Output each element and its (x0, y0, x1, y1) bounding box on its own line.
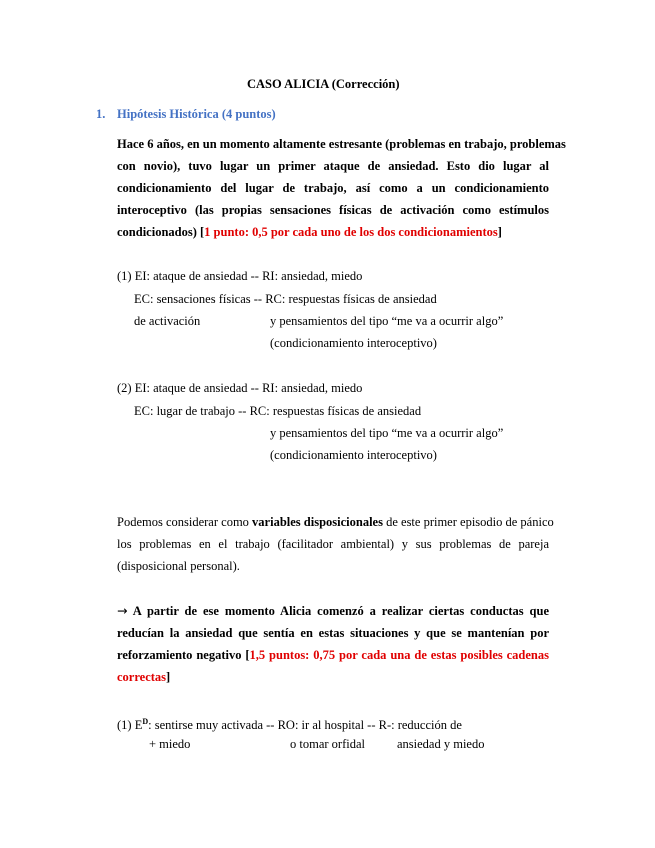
para1-line5-text: condicionados) [ (117, 225, 205, 239)
para3-line4-bracket: ] (166, 670, 171, 684)
chain2-line3: y pensamientos del tipo “me va a ocurrir algo” (270, 426, 504, 440)
score-note-1: 1 punto: 0,5 por cada uno de los dos condicionamientos (204, 225, 498, 239)
chain3-superscript: D (142, 717, 149, 726)
chain3-line2a: + miedo (149, 737, 191, 751)
chain2-line1: (2) EI: ataque de ansiedad -- RI: ansiedad, miedo (117, 381, 363, 395)
chain3-line1 (117, 714, 462, 733)
para3-line3 (117, 647, 549, 663)
para2-text-a: Podemos considerar como (117, 515, 253, 529)
para1-line1: Hace 6 años, en un momento altamente estresante (problemas en trabajo, problemas (117, 137, 566, 151)
para3-line3-text: reforzamiento negativo [ (117, 648, 250, 662)
para2-text-c: de este primer episodio de pánico (382, 515, 554, 529)
chain3-text: : sentirse muy activada -- RO: ir al hospital -- R-: reducción de (148, 718, 462, 733)
chain2-line2: EC: lugar de trabajo -- RC: respuestas físicas de ansiedad (134, 404, 422, 418)
chain1-line4: (condicionamiento interoceptivo) (270, 336, 437, 350)
arrow-right-icon: → (117, 603, 128, 618)
para3-line1-text: A partir de ese momento Alicia comenzó a realizar ciertas conductas que (127, 604, 549, 618)
chain1-line3a: de activación (134, 314, 201, 328)
chain2-line4: (condicionamiento interoceptivo) (270, 448, 437, 462)
para1-line3: condicionamiento del lugar de trabajo, así como a un condicionamiento (117, 181, 549, 195)
para3-line1 (117, 603, 549, 619)
score-note-2-cont: correctas (117, 670, 167, 684)
page-title: CASO ALICIA (Corrección) (247, 77, 400, 91)
para1-line4: interoceptivo (las propias sensaciones físicas de activación como estímulos (117, 203, 549, 217)
para2-line1 (117, 514, 554, 530)
para1-line2: con novio), tuvo lugar un primer ataque de ansiedad. Esto dio lugar al (117, 159, 549, 173)
chain1-line2: EC: sensaciones físicas -- RC: respuestas físicas de ansiedad (134, 292, 437, 306)
para3-line4 (117, 669, 170, 685)
chain1-line1: (1) EI: ataque de ansiedad -- RI: ansiedad, miedo (117, 269, 363, 283)
chain3-line2b: o tomar orfidal (290, 737, 365, 751)
section-heading: Hipótesis Histórica (4 puntos) (117, 107, 276, 121)
chain3-line2c: ansiedad y miedo (397, 737, 485, 751)
chain3-label: (1) E (117, 718, 143, 733)
para1-line5-bracket: ] (497, 225, 502, 239)
para3-line2: reducían la ansiedad que sentía en estas situaciones y que se mantenían por (117, 626, 549, 640)
chain1-line3b: y pensamientos del tipo “me va a ocurrir algo” (270, 314, 504, 328)
score-note-2: 1,5 puntos: 0,75 por cada una de estas posibles cadenas (249, 648, 550, 662)
para2-line3: (disposicional personal). (117, 559, 240, 573)
section-number: 1. (96, 107, 106, 121)
para2-line2: los problemas en el trabajo (facilitador ambiental) y sus problemas de pareja (117, 537, 549, 551)
para1-line5 (117, 224, 502, 240)
para2-term: variables disposicionales (252, 515, 383, 529)
